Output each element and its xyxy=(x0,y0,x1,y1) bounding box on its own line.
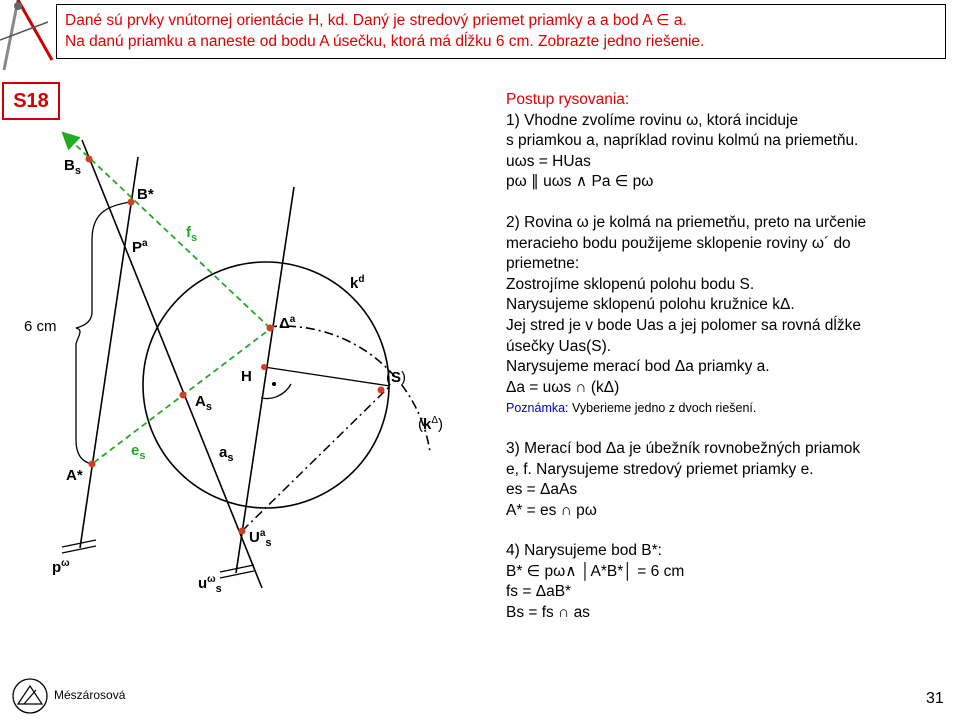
segment-U-S xyxy=(242,386,390,531)
task-line-2: Na danú priamku a naneste od bodu A úsečku, ktorá má dĺžku 6 cm. Zobrazte jedno riešenie. xyxy=(65,33,705,50)
point-Bs xyxy=(86,156,93,163)
page-number: 31 xyxy=(926,690,944,707)
step2-note xyxy=(506,398,956,419)
point-Bstar xyxy=(128,199,135,206)
line-p-omega xyxy=(80,157,138,548)
step1-line: s priamkou a, napríklad rovinu kolmú na priemetňu. xyxy=(506,132,859,150)
label-as: $a_s$ xyxy=(219,444,234,464)
step2-line: priemetne: xyxy=(506,255,580,273)
note-label: Poznámka: xyxy=(506,401,569,416)
label-Bstar: B* xyxy=(137,186,154,203)
step1-line: uωs = HUas xyxy=(506,152,591,170)
author-name: Mészárosová xyxy=(54,688,126,702)
arc-k-delta xyxy=(268,326,430,452)
tick-marks-p-omega xyxy=(62,540,96,553)
slide-badge: S18 xyxy=(2,82,60,120)
point-Astar xyxy=(89,461,96,468)
step3-line: es = ΔaAs xyxy=(506,481,578,499)
label-Uas: $U^a_s$ xyxy=(249,528,272,549)
construction-steps xyxy=(506,90,956,624)
point-S xyxy=(378,387,385,394)
point-As xyxy=(180,392,187,399)
author-logo-icon xyxy=(10,676,50,716)
step2-line: Zostrojíme sklopenú polohu bodu S. xyxy=(506,275,755,293)
step3-line: 3) Merací bod Δa je úbežník rovnobežných priamok xyxy=(506,439,861,457)
step2-line: Narysujeme merací bod Δa priamky a. xyxy=(506,358,770,376)
line-as xyxy=(82,140,262,588)
step2-line: úsečky Uas(S). xyxy=(506,337,612,355)
step2-line: meracieho bodu použijeme sklopenie roviny ω´ do xyxy=(506,234,851,252)
step4-line: Bs = fs ∩ as xyxy=(506,604,590,622)
task-line-1: Dané sú prvky vnútornej orientácie H, kd. Daný je stredový priemet priamky a a bod A ∈ a. xyxy=(65,12,687,29)
steps-heading: Postup rysovania: xyxy=(506,91,630,108)
point-H xyxy=(261,364,267,370)
point-Uas xyxy=(239,528,246,535)
step1-line: 1) Vhodne zvolíme rovinu ω, ktorá inciduje xyxy=(506,111,799,129)
label-Pa: $P^a$ xyxy=(132,238,148,256)
label-p-omega: $p^\omega$ xyxy=(52,558,70,576)
right-angle-dot xyxy=(272,382,276,386)
label-Delta-a: $\Delta^a$ xyxy=(279,314,296,332)
step1-line: pω ∥ uωs ∧ Pa ∈ pω xyxy=(506,173,654,191)
point-Delta-a xyxy=(267,325,274,332)
step2-line: Narysujeme sklopenú polohu kružnice kΔ. xyxy=(506,296,795,314)
label-kd: $k^d$ xyxy=(350,274,365,292)
label-Bs: $B_s$ xyxy=(64,157,81,177)
line-fs xyxy=(64,134,270,328)
step4-line: B* ∈ pω∧ │A*B*│ = 6 cm xyxy=(506,562,685,580)
note-text: Vyberieme jedno z dvoch riešení. xyxy=(572,401,757,416)
step4-line: 4) Narysujeme bod B*: xyxy=(506,542,662,560)
construction-diagram xyxy=(0,0,500,690)
label-H: H xyxy=(241,368,252,385)
step3-line: A* = es ∩ pω xyxy=(506,501,597,519)
step2-line: Jej stred je v bode Uas a jej polomer sa rovná dĺžke xyxy=(506,316,861,334)
step3-line: e, f. Narysujeme stredový priemet priamky e. xyxy=(506,460,814,478)
label-S: (S) xyxy=(386,369,407,386)
label-fs: $f_s$ xyxy=(186,224,198,244)
label-6cm: 6 cm xyxy=(24,318,57,335)
right-angle-mark xyxy=(261,384,291,399)
label-u-omega-s: $u^\omega_s$ xyxy=(198,574,222,595)
step2-line: 2) Rovina ω je kolmá na priemetňu, preto na určenie xyxy=(506,213,867,231)
step4-line: fs = ΔaB* xyxy=(506,583,572,601)
segment-H-S xyxy=(264,367,390,386)
label-As: $A_s$ xyxy=(195,393,212,413)
label-es: $e_s$ xyxy=(131,442,146,462)
label-Astar: A* xyxy=(66,467,83,484)
step2-line: Δa = uωs ∩ (kΔ) xyxy=(506,378,620,396)
label-k-delta: $(k^\Delta)$ xyxy=(418,415,444,433)
